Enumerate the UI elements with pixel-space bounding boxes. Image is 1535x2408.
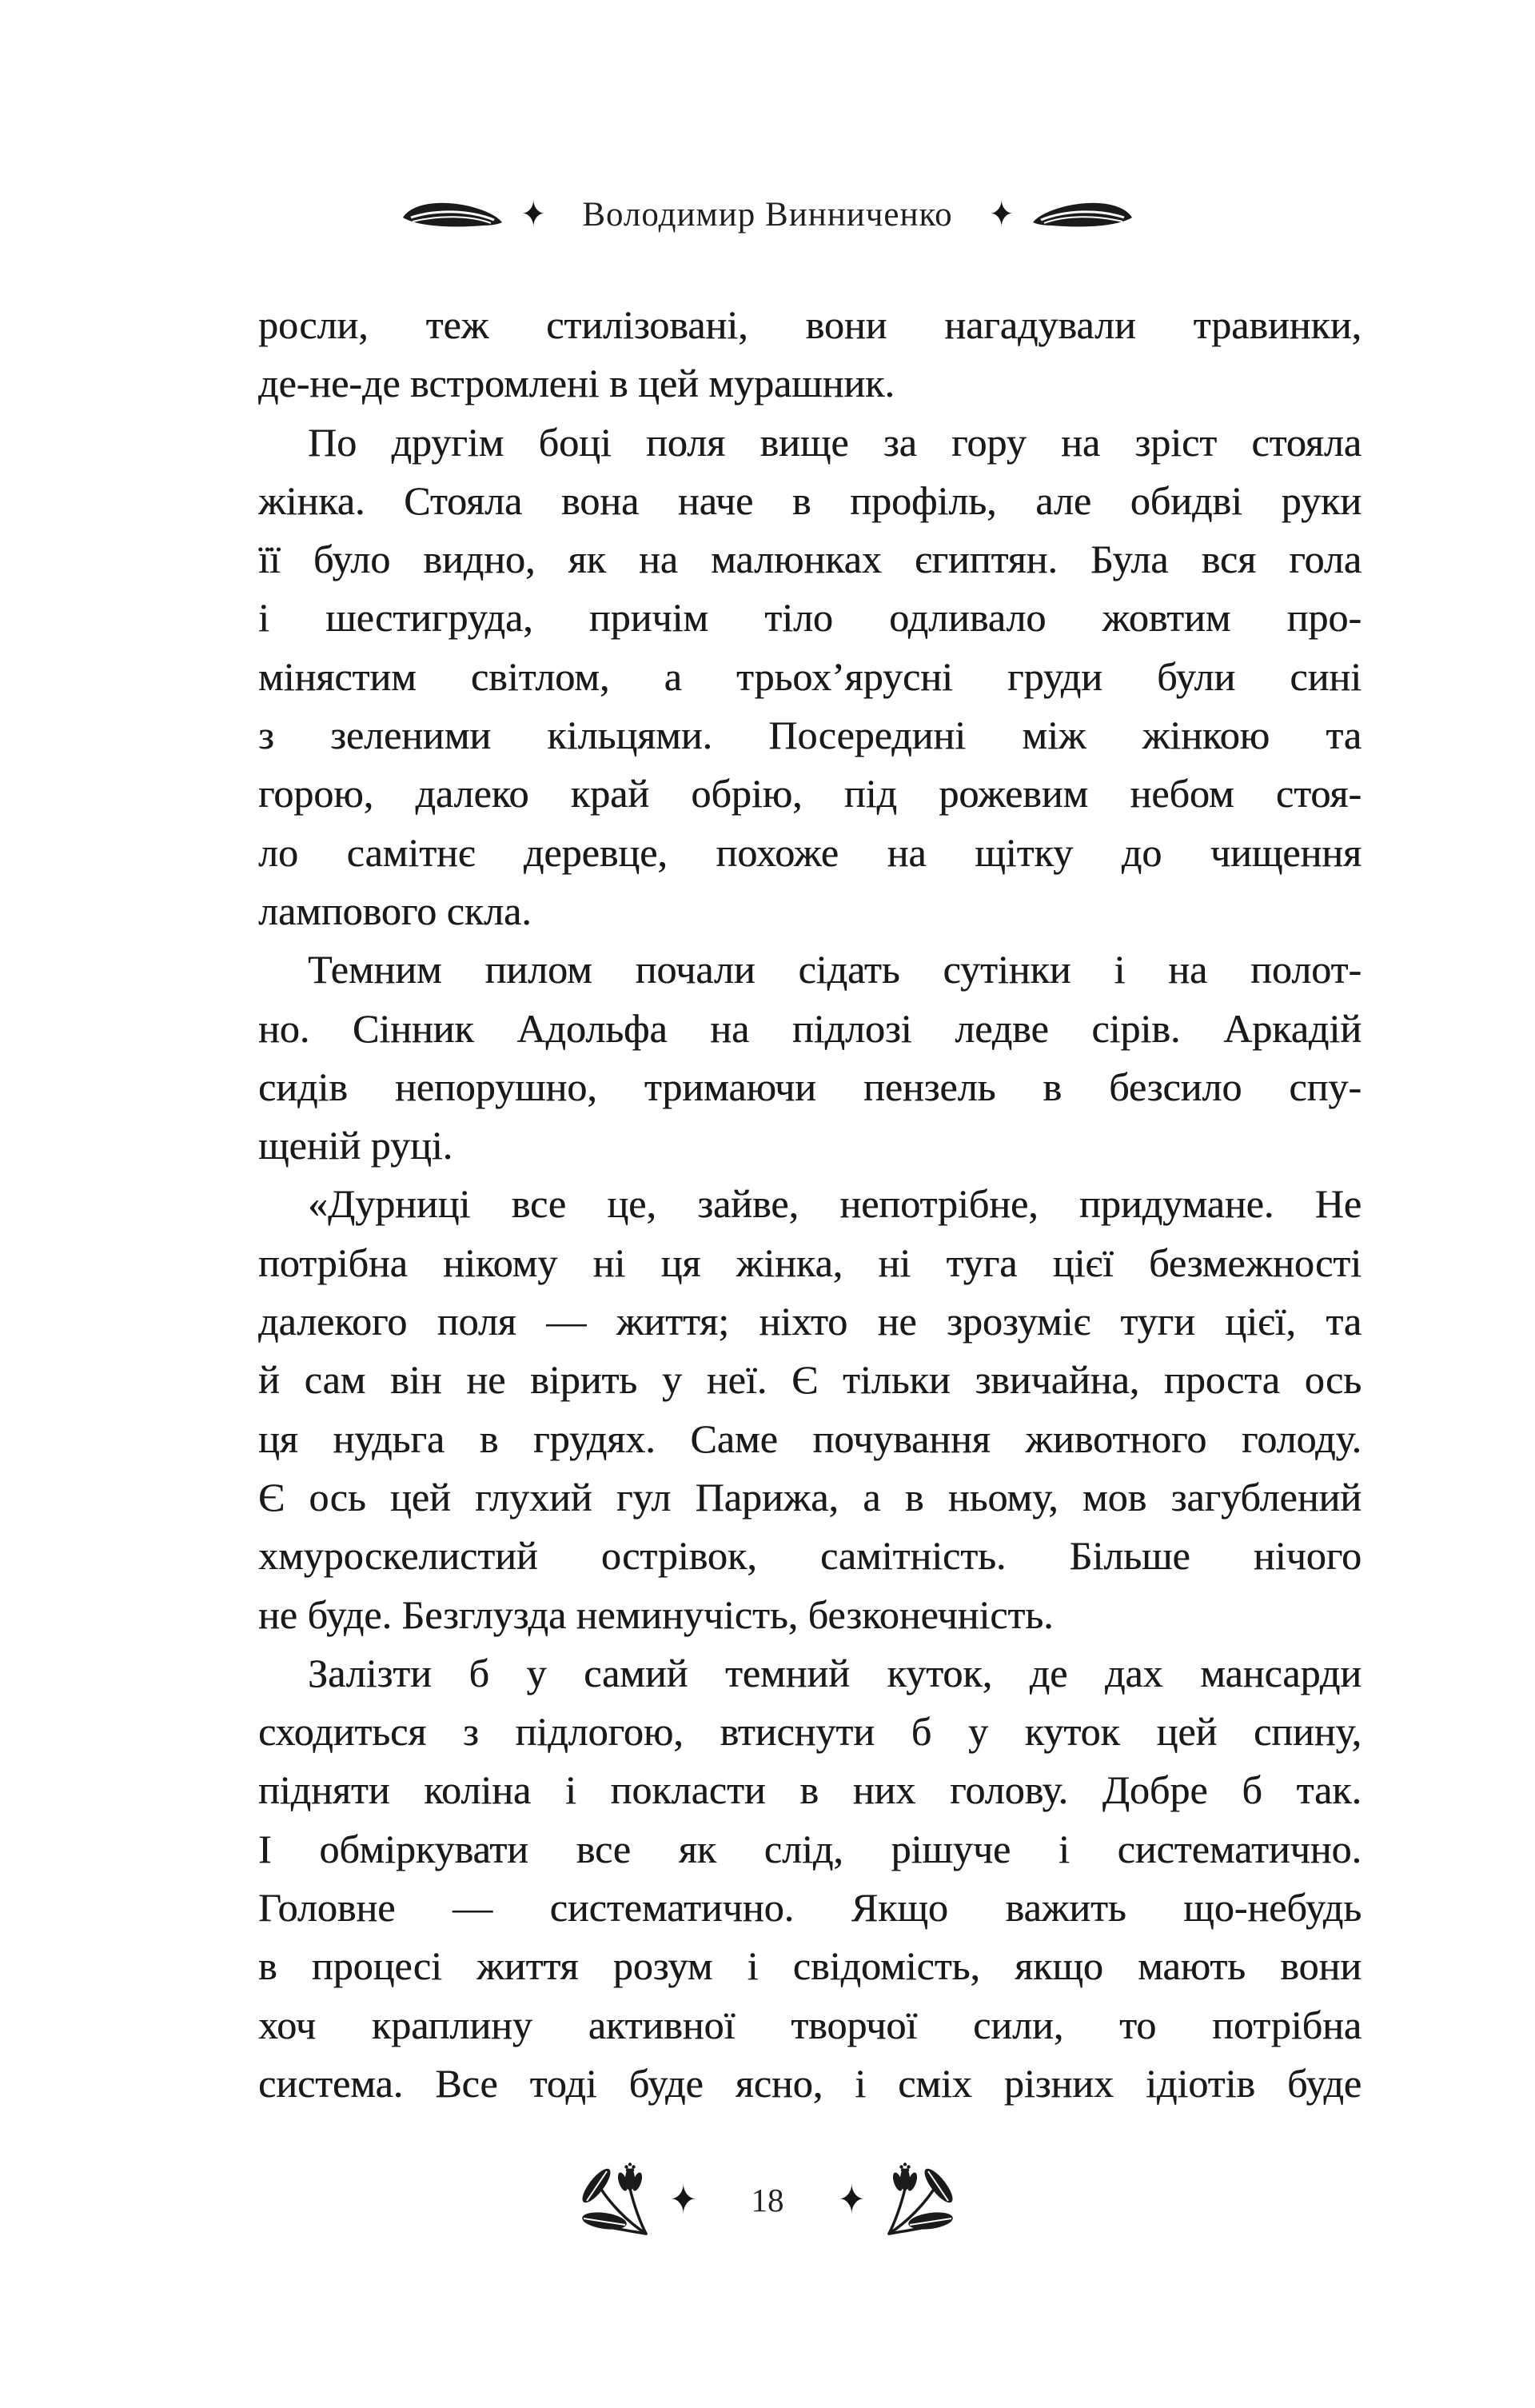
separator-star-icon: ✦ xyxy=(989,194,1014,234)
body-text xyxy=(258,296,1362,2113)
running-head-author: Володимир Винниченко xyxy=(582,195,953,234)
text-line: з зеленими кільцями. Посередині між жінкою та xyxy=(258,713,1362,758)
text-line: і шестигруда, причім тіло одливало жовтим про- xyxy=(258,595,1362,641)
page-header xyxy=(0,187,1535,242)
leaf-flourish-icon xyxy=(1030,198,1135,230)
text-line: щеній руці. xyxy=(258,1123,453,1168)
text-line: Залізти б у самий темний куток, де дах мансарди xyxy=(308,1650,1362,1695)
floral-sprig-icon xyxy=(878,2162,958,2238)
text-line: ця нудьга в грудях. Саме почування животного голоду. xyxy=(258,1416,1362,1461)
leaf-flourish-icon xyxy=(400,198,505,230)
text-line: де-не-де встромлені в цей мурашник. xyxy=(258,361,895,406)
text-line: й сам він не вірить у неї. Є тільки звичайна, проста ось xyxy=(258,1357,1362,1403)
text-line: мінястим світлом, а трьох’ярусні груди були сині xyxy=(258,653,1362,699)
text-line: Темним пилом почали сідать сутінки і на полот- xyxy=(308,947,1362,992)
text-line: По другім боці поля вище за гору на зріст стояла xyxy=(308,419,1362,465)
text-line: горою, далеко край обрію, під рожевим небом стоя- xyxy=(258,771,1362,817)
text-line: в процесі життя розум і свідомість, якщо мають вони xyxy=(258,1943,1362,1989)
text-line: «Дурниці все це, зайве, непотрібне, придумане. Не xyxy=(308,1181,1362,1227)
text-line: лампового скла. xyxy=(258,888,532,933)
separator-star-icon: ✦ xyxy=(669,2177,697,2222)
text-line: сидів непорушно, тримаючи пензель в безсило спу- xyxy=(258,1064,1362,1109)
text-line: Є ось цей глухий гул Парижа, а в ньому, мов загублений xyxy=(258,1474,1362,1519)
text-line: росли, теж стилізовані, вони нагадували травинки, xyxy=(258,302,1362,347)
text-line: І обміркувати все як слід, рішуче і систематично. xyxy=(258,1826,1362,1871)
text-line: потрібна нікому ні ця жінка, ні туга цієї безмежності xyxy=(258,1240,1362,1285)
text-line: Головне — систематично. Якщо важить що-небудь xyxy=(258,1885,1362,1931)
text-line: хоч краплину активної творчої сили, то потрібна xyxy=(258,2002,1362,2047)
separator-star-icon: ✦ xyxy=(521,194,546,234)
text-line: ло самітнє деревце, похоже на щітку до чищення xyxy=(258,829,1362,875)
text-line: хмуроскелистий острівок, самітність. Більше нічого xyxy=(258,1533,1362,1579)
text-line: її було видно, як на малюнках єгиптян. Була вся гола xyxy=(258,537,1362,582)
floral-sprig-icon xyxy=(577,2162,657,2238)
text-line: підняти коліна і покласти в них голову. Добре б так. xyxy=(258,1767,1362,1813)
text-line: сходиться з підлогою, втиснути б у куток цей спину, xyxy=(258,1709,1362,1755)
page-footer xyxy=(0,2156,1535,2244)
text-line: система. Все тоді буде ясно, і сміх різних ідіотів буде xyxy=(258,2060,1362,2106)
separator-star-icon: ✦ xyxy=(838,2177,866,2222)
page-number: 18 xyxy=(751,2182,784,2218)
text-line: не буде. Безглузда неминучість, безконечність. xyxy=(258,1591,1054,1637)
text-line: но. Сінник Адольфа на підлозі ледве сірів. Аркадій xyxy=(258,1005,1362,1051)
text-line: жінка. Стояла вона наче в профіль, але обидві руки xyxy=(258,477,1362,523)
text-line: далекого поля — життя; ніхто не зрозуміє туги цієї, та xyxy=(258,1299,1362,1344)
